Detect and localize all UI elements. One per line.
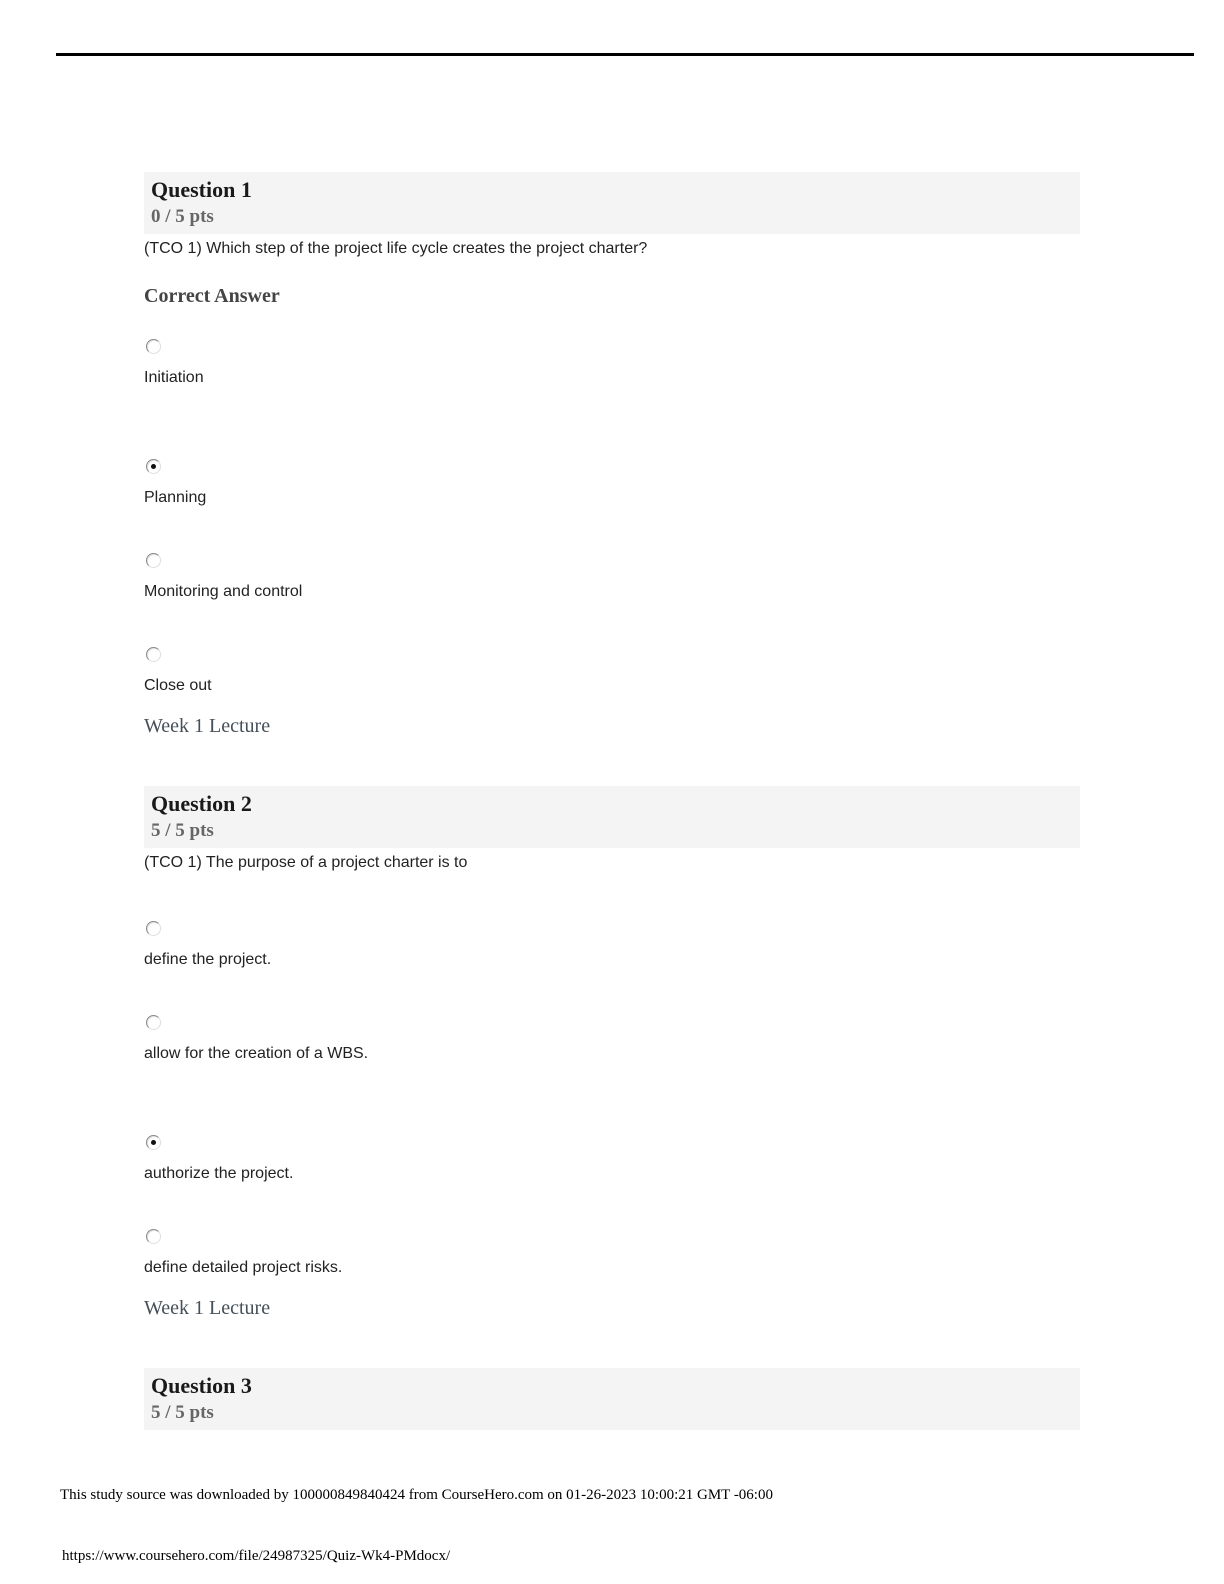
answer-option-label: Initiation xyxy=(144,369,204,386)
answer-option xyxy=(144,921,1080,971)
answer-option-label: Planning xyxy=(144,489,207,506)
answer-option xyxy=(144,1135,1080,1185)
answer-option xyxy=(144,1229,1080,1279)
download-attribution: This study source was downloaded by 100000849840424 from CourseHero.com on 01-26-2023 10:00:21 GMT -06:00 xyxy=(60,1487,773,1503)
answer-option-label: authorize the project. xyxy=(144,1165,294,1182)
question-points: 5 / 5 pts xyxy=(151,820,214,841)
radio-button-selected[interactable] xyxy=(146,1135,161,1150)
question-prompt: (TCO 1) The purpose of a project charter is to xyxy=(144,854,468,871)
question-header-band xyxy=(144,172,1080,234)
source-url[interactable]: https://www.coursehero.com/file/24987325/Quiz-Wk4-PMdocx/ xyxy=(62,1548,451,1564)
radio-button-unselected[interactable] xyxy=(146,647,161,662)
radio-button-unselected[interactable] xyxy=(146,921,161,936)
answer-option xyxy=(144,339,1080,389)
answer-option-label: Monitoring and control xyxy=(144,583,303,600)
answer-option xyxy=(144,553,1080,603)
question-section-3 xyxy=(144,1368,1080,1430)
answer-option-label: define detailed project risks. xyxy=(144,1259,343,1276)
question-section-2 xyxy=(144,786,1080,1321)
question-prompt: (TCO 1) Which step of the project life cycle creates the project charter? xyxy=(144,240,648,257)
radio-button-unselected[interactable] xyxy=(146,553,161,568)
question-points: 5 / 5 pts xyxy=(151,1402,214,1423)
question-title: Question 3 xyxy=(151,1373,252,1398)
reference-text: Week 1 Lecture xyxy=(144,715,271,737)
question-title: Question 1 xyxy=(151,177,252,202)
answer-option-label: Close out xyxy=(144,677,212,694)
question-header-band xyxy=(144,786,1080,848)
radio-button-unselected[interactable] xyxy=(146,1229,161,1244)
answer-option xyxy=(144,459,1080,509)
radio-button-unselected[interactable] xyxy=(146,1015,161,1030)
correct-answer-label: Correct Answer xyxy=(144,285,280,307)
answer-option xyxy=(144,1015,1080,1065)
question-points: 0 / 5 pts xyxy=(151,206,214,227)
answer-option-label: allow for the creation of a WBS. xyxy=(144,1045,369,1062)
question-header-band xyxy=(144,1368,1080,1430)
radio-button-unselected[interactable] xyxy=(146,339,161,354)
answer-option-label: define the project. xyxy=(144,951,272,968)
quiz-content xyxy=(144,0,1080,1430)
question-section-1 xyxy=(144,172,1080,739)
reference-text: Week 1 Lecture xyxy=(144,1297,271,1319)
question-title: Question 2 xyxy=(151,791,252,816)
answer-option xyxy=(144,647,1080,697)
radio-button-selected[interactable] xyxy=(146,459,161,474)
